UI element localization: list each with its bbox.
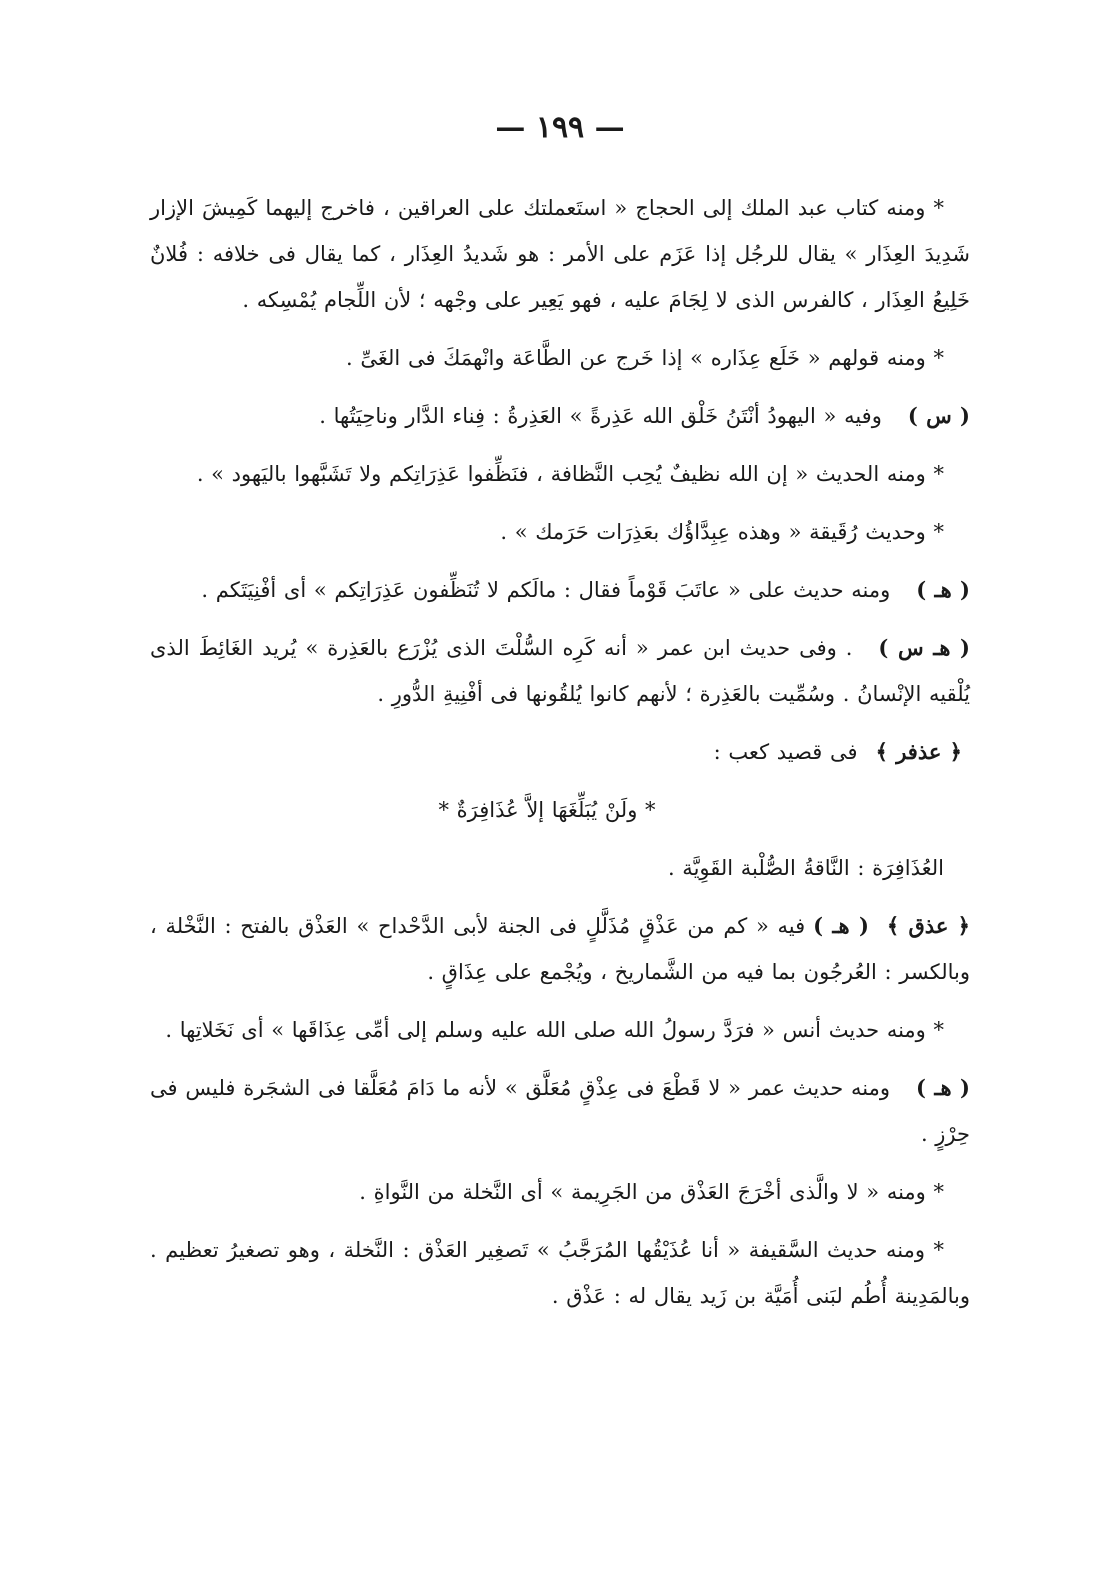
paragraph-text: فى قصيد كعب : xyxy=(713,740,858,764)
paragraph-text: * وحديث رُقَيقة « وهذه عِبِدَّاؤُك بعَذِرَات حَرَمك » . xyxy=(500,520,944,544)
paragraph-text: العُذَافِرَة : النَّاقةُ الصُّلْبة القَوِيَّة . xyxy=(667,856,944,880)
paragraph xyxy=(150,729,970,775)
paragraph-text: * ومنه كتاب عبد الملك إلى الحجاج « استَعملتك على العراقين ، فاخرج إليهما كَمِيشَ الإزار شَدِيدَ العِذَار » يقال للرجُل إذا عَزَم على الأمر : هو شَديدُ العِذَار ، كما يقال فى خلافه : فُلانٌ خَلِيعُ العِذَار ، كالفرس الذى لا لِجَامَ عليه ، فهو يَعِير على وجْهه ؛ لأن اللِّجام يُمْسِكه . xyxy=(150,196,970,312)
paragraph xyxy=(150,845,970,891)
paragraph-headword: ﴿ عذق ﴾ xyxy=(886,913,970,938)
paragraph-marker: ( س ) xyxy=(907,403,970,428)
paragraph xyxy=(150,393,970,439)
paragraph-headword: ﴿ عذفر ﴾ xyxy=(875,739,962,764)
paragraph xyxy=(150,335,970,381)
paragraph-marker: ( هـ س ) xyxy=(878,635,970,660)
document-page xyxy=(150,110,970,1331)
paragraph xyxy=(150,1169,970,1215)
paragraph xyxy=(150,185,970,323)
paragraph xyxy=(150,1065,970,1157)
paragraph-marker: ( هـ ) xyxy=(916,1075,970,1100)
paragraph-text: * ومنه « لا والَّذى أخْرَجَ العَذْق من الجَرِيمة » أى النَّخلة من النَّواةِ . xyxy=(359,1180,944,1204)
paragraph-text: * ومنه الحديث « إن الله نظيفٌ يُحِب النَّظافة ، فنَظِّفوا عَذِرَاتِكم ولا تَشَبَّهوا باليَهود » . xyxy=(196,462,944,486)
paragraph-text: وفيه « اليهودُ أنْتَنُ خَلْق الله عَذِرةً » العَذِرةُ : فِناء الدَّار وناحِيَتُها . xyxy=(319,404,882,428)
paragraph xyxy=(150,1227,970,1319)
verse-line xyxy=(150,787,970,833)
paragraph xyxy=(150,567,970,613)
paragraph-text: * ولَنْ يُبَلِّغَهَا إلاَّ عُذَافِرَةٌ * xyxy=(438,798,656,822)
paragraph-text: . وفى حديث ابن عمر « أنه كَرِه السُّلْتَ الذى يُزْرَع بالعَذِرة » يُريد الغَائِطَ الذى يُلْقيه الإنْسانُ . وسُمِّيت بالعَذِرة ؛ لأنهم كانوا يُلقُونها فى أفْنِيةِ الدُّورِ . xyxy=(150,636,970,706)
paragraph xyxy=(150,451,970,497)
paragraph-text: * ومنه حديث أنس « فرَدَّ رسولُ الله صلى الله عليه وسلم إلى أمِّى عِذَاقَها » أى نَخَلاتِها . xyxy=(165,1018,944,1042)
paragraph-text: ومنه حديث عمر « لا قَطْعَ فى عِذْقٍ مُعَلَّق » لأنه ما دَامَ مُعَلَّقا فى الشجَرة فليس فى حِرْزٍ . xyxy=(150,1076,970,1146)
page-number: — ١٩٩ — xyxy=(495,110,625,145)
paragraph xyxy=(150,1007,970,1053)
paragraph xyxy=(150,903,970,995)
paragraph-text: * ومنه قولهم « خَلَع عِذَاره » إذا خَرج عن الطَّاعَة وانْهمَكَ فى الغَىِّ . xyxy=(346,346,944,370)
document-body xyxy=(150,185,970,1319)
paragraph-marker: ( هـ ) xyxy=(916,577,970,602)
paragraph xyxy=(150,509,970,555)
paragraph xyxy=(150,625,970,717)
paragraph-text: * ومنه حديث السَّقيفة « أنا عُذَيْقُها المُرَجَّبُ » تَصغِير العَذْق : النَّخلة ، وهو تصغيرُ تعظيم . وبالمَدِينة أُطُم لبَنى أُمَيَّة بن زَيد يقال له : عَذْق . xyxy=(150,1238,970,1308)
paragraph-marker: ( هـ ) xyxy=(813,913,869,938)
paragraph-text: ومنه حديث على « عاتَبَ قَوْماً فقال : مالَكم لا تُنَظِّفون عَذِرَاتِكم » أى أفْنِيَتَكم . xyxy=(201,578,891,602)
paragraph-text: فيه « كم من عَذْقٍ مُذَلَّلٍ فى الجنة لأبى الدَّحْداح » العَذْق بالفتح : النَّخْلة ، وبالكسر : العُرجُون بما فيه من الشَّماريخ ، ويُجْمع على عِذَاقٍ . xyxy=(150,914,970,984)
